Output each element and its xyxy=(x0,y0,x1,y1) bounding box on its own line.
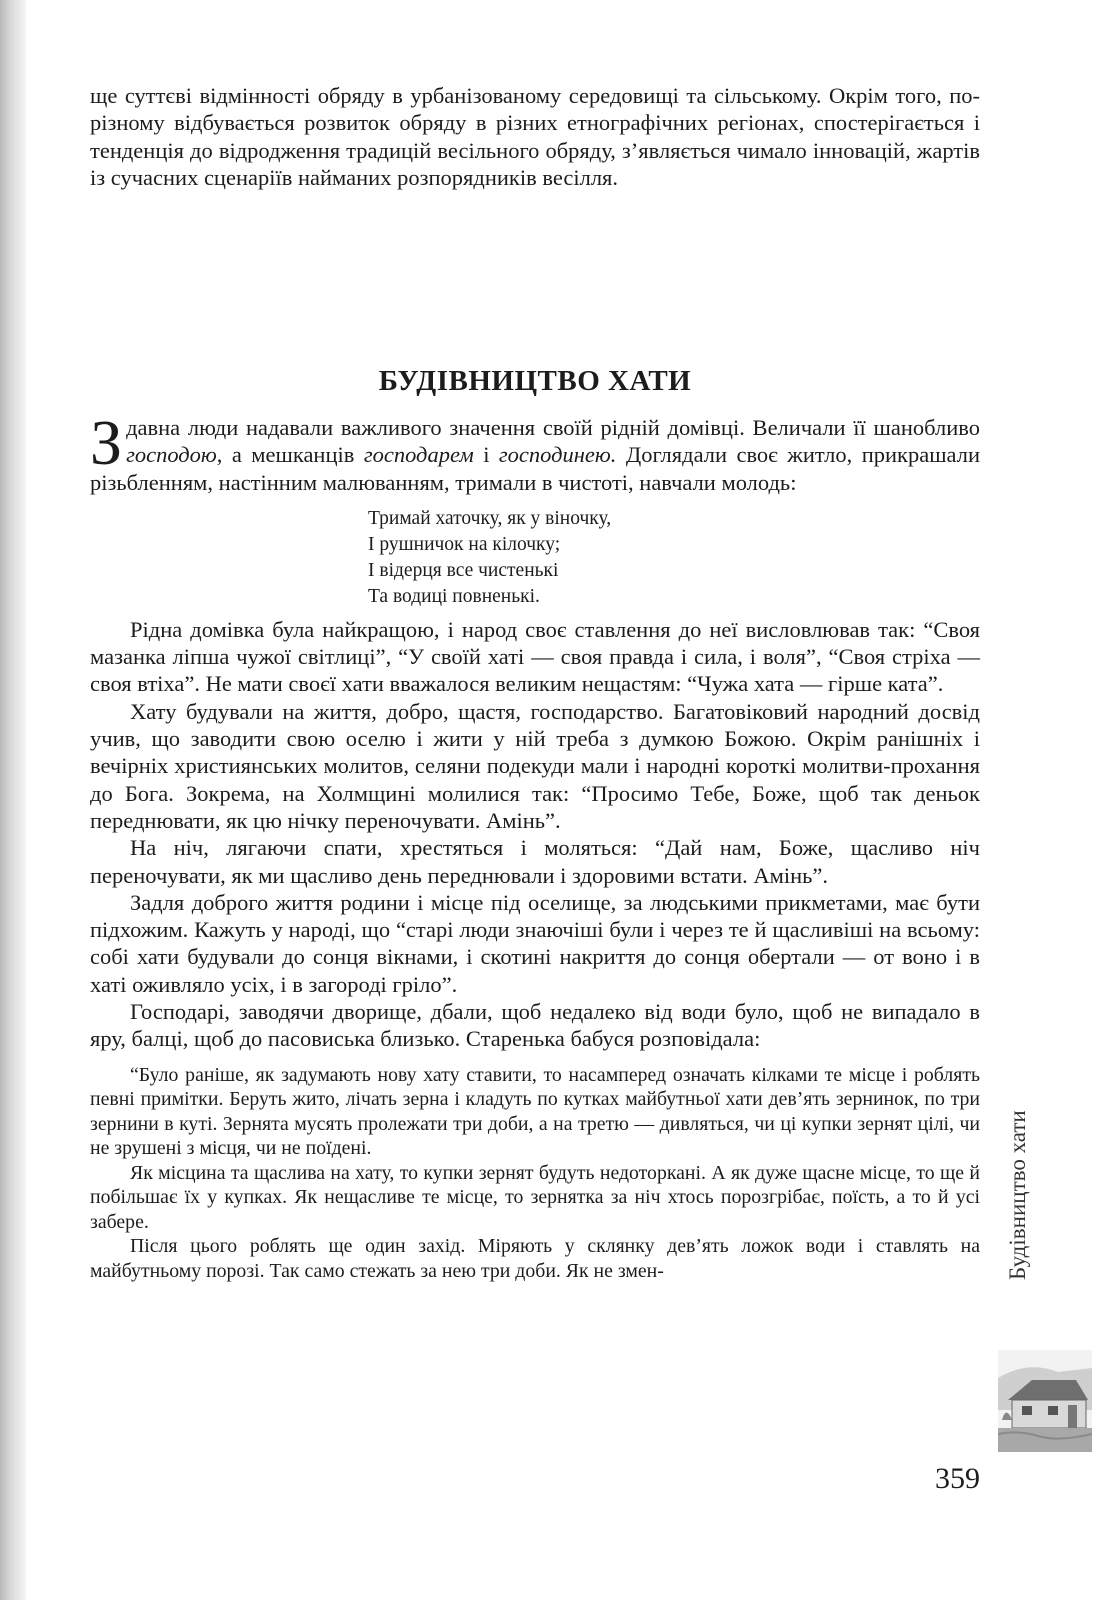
poem-line: І рушничок на кілочку; xyxy=(368,533,561,555)
house-illustration-icon xyxy=(998,1350,1092,1452)
paragraph: На ніч, лягаючи спати, хрестяться і моляться: “Дай нам, Боже, щасливо ніч переночувати, як ми щасливо день переднювали і здоровими встати. Амінь”. xyxy=(90,835,980,888)
section-heading: БУДІВНИЦТВО ХАТИ xyxy=(378,365,692,398)
paragraph: Господарі, заводячи дворище, дбали, щоб недалеко від води було, щоб не випадало в яру, балці, щоб до пасовиська близько. Старенька бабуся розповідала: xyxy=(90,999,980,1052)
first-paragraph: Здавна люди надавали важливого значення своїй рідній домівці. Величали її шанобливо господою, а мешканців господарем і господинею. Доглядали своє житло, прикрашали різьбленням, настінним малюванням, тримали в чистоті, навчали молодь: xyxy=(90,407,980,495)
binding-shadow xyxy=(0,0,26,1600)
poem xyxy=(368,506,980,610)
article-body xyxy=(90,407,980,1283)
poem-line: Тримай хаточку, як у віночку, xyxy=(368,507,612,529)
quote-paragraph: Як місцина та щаслива на хату, то купки зернят будуть недоторкані. А як дуже щасне місце, то ще й побільшає їх у купках. Як нещасливе те місце, то зернятка за ніч хтось порозгрібає, поїсть, а то й усі забере. xyxy=(90,1161,980,1233)
quote-paragraph: “Було раніше, як задумають нову хату ставити, то насамперед означать кілками те місце і роблять певні примітки. Беруть жито, лічать зерна і кладуть по кутках майбутньої хати дев’ять зернинок, по три зернини в куті. Зернята мусять пролежати три доби, а на третю — дивляться, чи ці купки зернят цілі, чи не зрушені з місця, чи не поїдені. xyxy=(90,1063,980,1160)
drop-cap: З xyxy=(90,407,123,478)
page-number: 359 xyxy=(935,1462,980,1495)
quote-block xyxy=(90,1063,980,1284)
page-content xyxy=(90,82,980,1282)
paragraph: Рідна домівка була найкращою, і народ своє ставлення до неї висловлював так: “Своя мазанка ліпша чужої світлиці”, “У своїй хаті — своя правда і сила, і воля”, “Своя стріха — своя втіха”. Не мати своєї хати вважалося великим нещастям: “Чужа хата — гірше ката”. xyxy=(90,616,980,697)
paragraph: Хату будували на життя, добро, щастя, господарство. Багатовіковий народний досвід учив, що заводити свою оселю і жити у ній треба з думкою Божою. Окрім ранішніх і вечірніх християнських молитов, селяни подекуди мали і народні короткі молитви-прохання до Бога. Зокрема, на Холмщині молилися так: “Просимо Тебе, Боже, щоб так деньок переднювати, як цю нічку переночувати. Амінь”. xyxy=(90,698,980,833)
quote-paragraph: Після цього роблять ще один захід. Міряють у склянку дев’ять ложок води і ставлять на майбутньому порозі. Так само стежать за нею три доби. Як не змен- xyxy=(90,1235,980,1282)
poem-line: Та водиці повненькі. xyxy=(368,585,540,607)
paragraph: Задля доброго життя родини і місце під оселище, за людськими прикметами, має бути підхожим. Кажуть у народі, що “старі люди знаючіші були і через те й щасливіші на всьому: собі хати будували до сонця вікнами, і скотині накриття до сонця обертали — от воно і в хаті оживляло усіх, і в загороді гріло”. xyxy=(90,889,980,997)
poem-line: І відерця все чистенькі xyxy=(368,559,559,581)
side-section-title: Будівництво хати xyxy=(1005,1110,1030,1280)
intro-paragraph: ще суттєві відмінності обряду в урбанізованому середовищі та сільському. Окрім того, по-різному відбувається розвиток обряду в різних етнографічних регіонах, спостерігається і тенденція до відродження традицій весільного обряду, з’являється чимало інновацій, жартів із сучасних сценаріїв найманих розпорядників весілля. xyxy=(90,83,980,190)
